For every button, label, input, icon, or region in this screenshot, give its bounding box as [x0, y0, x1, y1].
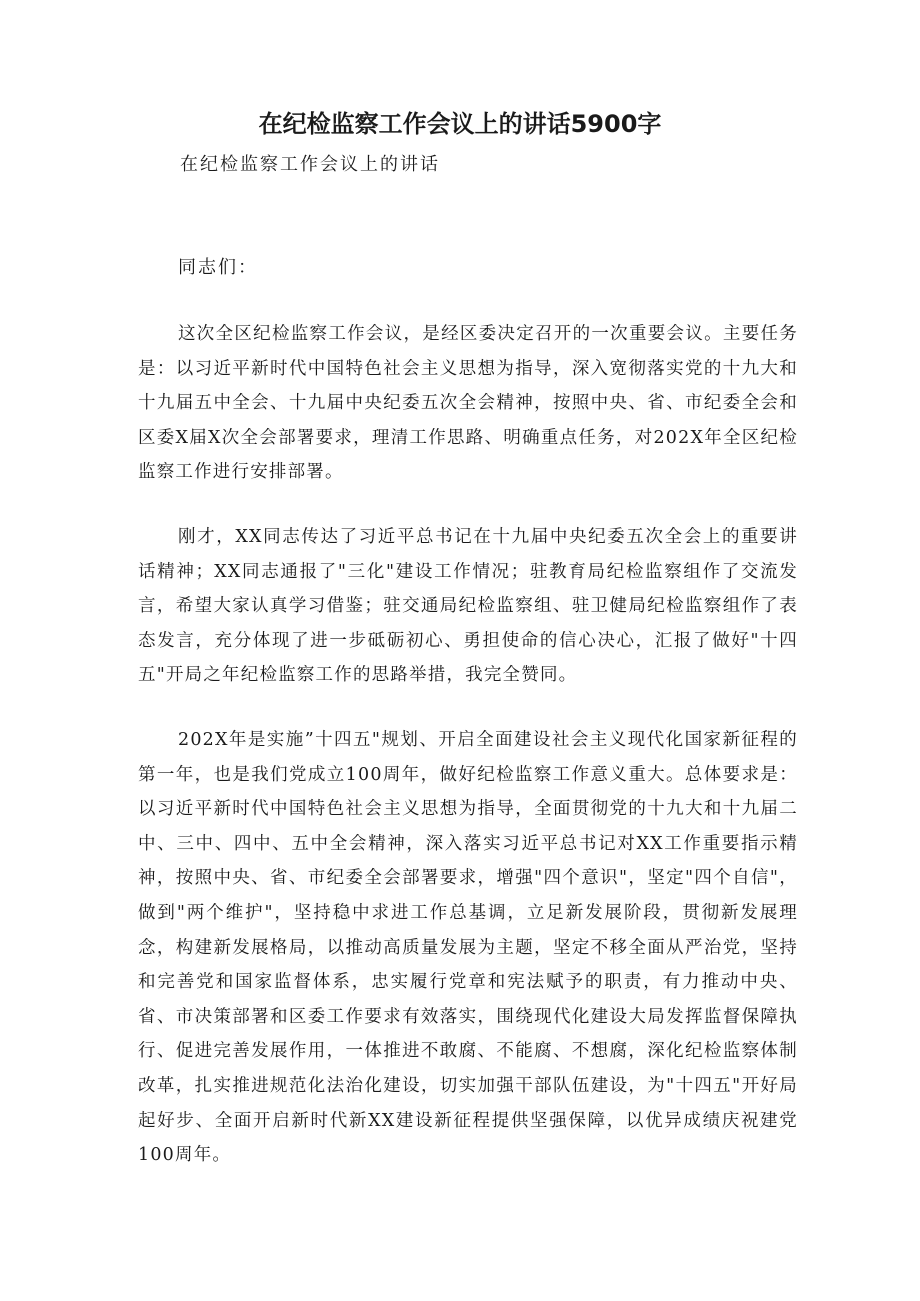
greeting: 同志们：: [178, 257, 258, 278]
paragraph: 这次全区纪检监察工作会议，是经区委决定召开的一次重要会议。主要任务是：以习近平新时代中国特色社会主义思想为指导，深入宽彻落实党的十九大和十九届五中全会、十九届中央纪委五次全会精神，按照中央、省、市纪委全会和区委X届X次全会部署要求，理清工作思路、明确重点任务，对202X年全区纪检监察工作进行安排部署。: [138, 324, 798, 483]
document-title: 在纪检监察工作会议上的讲话5900字: [258, 110, 662, 138]
paragraph: 202X年是实施”十四五"规划、开启全面建设社会主义现代化国家新征程的第一年，也是我们党成立100周年，做好纪检监察工作意义重大。总体要求是：以习近平新时代中国特色社会主义思想为指导，全面贯彻党的十九大和十九届二中、三中、四中、五中全会精神，深入落实习近平总书记对XX工作重要指示精神，按照中央、省、市纪委全会部署要求，增强"四个意识"，坚定"四个自信"，做到"两个维护"，坚持稳中求进工作总基调，立足新发展阶段，贯彻新发展理念，构建新发展格局，以推动高质量发展为主题，坚定不移全面从严治党，坚持和完善党和国家监督体系，忠实履行党章和宪法赋予的职责，有力推动中央、省、市决策部署和区委工作要求有效落实，围绕现代化建设大局发挥监督保障执行、促进完善发展作用，一体推进不敢腐、不能腐、不想腐，深化纪检监察体制改革，扎实推进规范化法治化建设，切实加强干部队伍建设，为"十四五"开好局起好步、全面开启新时代新XX建设新征程提供坚强保障，以优异成绩庆祝建党100周年。: [138, 730, 798, 1166]
document-subtitle: 在纪检监察工作会议上的讲话: [180, 154, 440, 175]
paragraph: 刚才，XX同志传达了习近平总书记在十九届中央纪委五次全会上的重要讲话精神；XX同志通报了"三化"建设工作情况；驻教育局纪检监察组作了交流发言，希望大家认真学习借鉴；驻交通局纪检监察组、驻卫健局纪检监察组作了表态发言，充分体现了进一步砥砺初心、勇担使命的信心决心，汇报了做好"十四五"开局之年纪检监察工作的思路举措，我完全赞同。: [138, 527, 798, 686]
